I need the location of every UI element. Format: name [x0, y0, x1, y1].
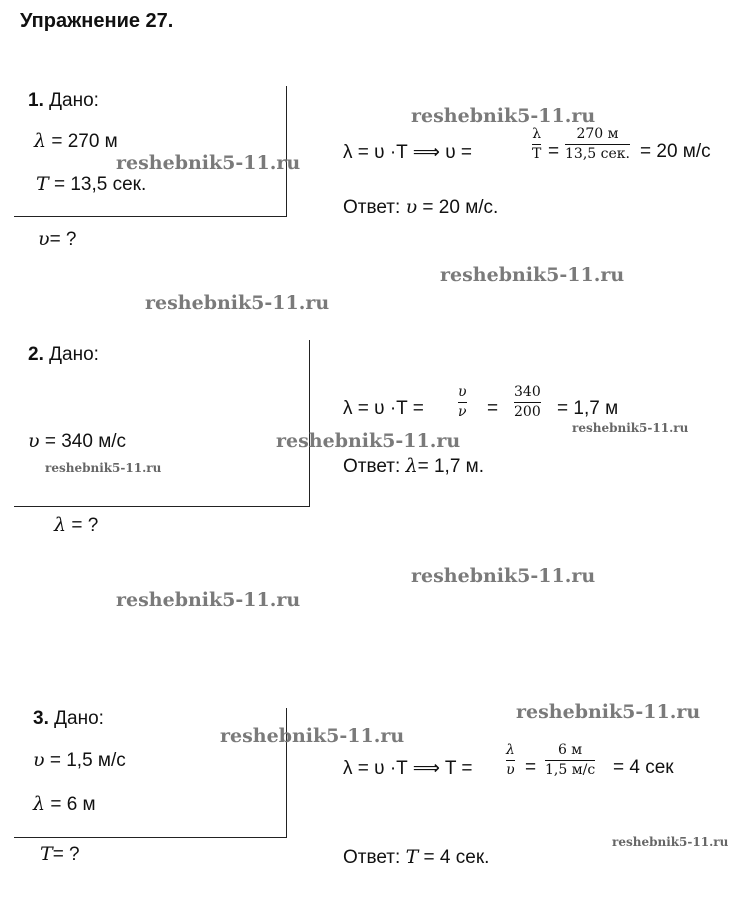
problem-2-given-label: Дано: — [49, 344, 99, 365]
watermark: reshebnik5-11.ru — [411, 105, 596, 127]
problem-1-result: = 20 м/с — [640, 141, 711, 162]
problem-3-find: T= ? — [40, 843, 80, 865]
problem-1-given-lambda: λ = 270 м — [34, 130, 118, 152]
problem-1-number: 1. — [28, 90, 44, 111]
problem-3-result: = 4 сек — [613, 757, 674, 778]
watermark: reshebnik5-11.ru — [116, 589, 301, 611]
problem-2-find: λ = ? — [54, 514, 99, 536]
problem-3-fraction-numeric: 6 м 1,5 м/с — [545, 742, 596, 778]
problem-3-horizontal-rule — [14, 837, 287, 838]
problem-1-fraction-symbolic: λ T — [532, 126, 542, 162]
watermark: reshebnik5-11.ru — [276, 430, 461, 452]
problem-2-answer: Ответ: λ= 1,7 м. — [343, 455, 485, 477]
problem-3-formula: λ = υ ·T ⟹ T = — [343, 758, 473, 779]
watermark: reshebnik5-11.ru — [411, 565, 596, 587]
watermark: reshebnik5-11.ru — [145, 292, 330, 314]
problem-3-given-velocity: υ = 1,5 м/с — [33, 749, 126, 771]
problem-3-number: 3. — [33, 708, 49, 729]
problem-2-vertical-rule — [309, 340, 310, 507]
problem-1-horizontal-rule — [14, 216, 287, 217]
page-title: Упражнение 27. — [20, 10, 174, 32]
watermark: reshebnik5-11.ru — [572, 421, 689, 435]
problem-1-given-period: T = 13,5 сек. — [36, 173, 147, 195]
watermark: reshebnik5-11.ru — [116, 152, 301, 174]
watermark: reshebnik5-11.ru — [516, 701, 701, 723]
problem-2-formula: λ = υ ·T = — [343, 398, 424, 419]
problem-3-given-lambda: λ = 6 м — [33, 793, 96, 815]
problem-3-header — [33, 708, 104, 730]
problem-3-fraction-symbolic: λ υ — [506, 742, 515, 778]
problem-1-fraction-numeric: 270 м 13,5 сек. — [565, 126, 630, 162]
problem-1-answer: Ответ: υ = 20 м/с. — [343, 196, 499, 218]
watermark: reshebnik5-11.ru — [45, 461, 162, 475]
problem-2-given-velocity: υ = 340 м/с — [28, 430, 127, 452]
problem-1-given-label: Дано: — [49, 90, 99, 111]
problem-3-answer: Ответ: T = 4 сек. — [343, 846, 490, 868]
problem-1-formula: λ = υ ·T ⟹ υ = — [343, 142, 472, 163]
problem-3-given-label: Дано: — [54, 708, 104, 729]
problem-2-horizontal-rule — [14, 506, 310, 507]
problem-2-fraction-symbolic: υ ν — [458, 384, 467, 420]
problem-2-fraction-numeric: 340 200 — [514, 384, 541, 420]
watermark: reshebnik5-11.ru — [440, 264, 625, 286]
problem-2-header — [28, 344, 99, 366]
problem-2-number: 2. — [28, 344, 44, 365]
watermark: reshebnik5-11.ru — [220, 725, 405, 747]
problem-1-find: υ= ? — [38, 228, 77, 250]
problem-2-result: = 1,7 м — [557, 398, 619, 419]
watermark: reshebnik5-11.ru — [612, 835, 729, 849]
problem-1-header — [28, 90, 99, 112]
